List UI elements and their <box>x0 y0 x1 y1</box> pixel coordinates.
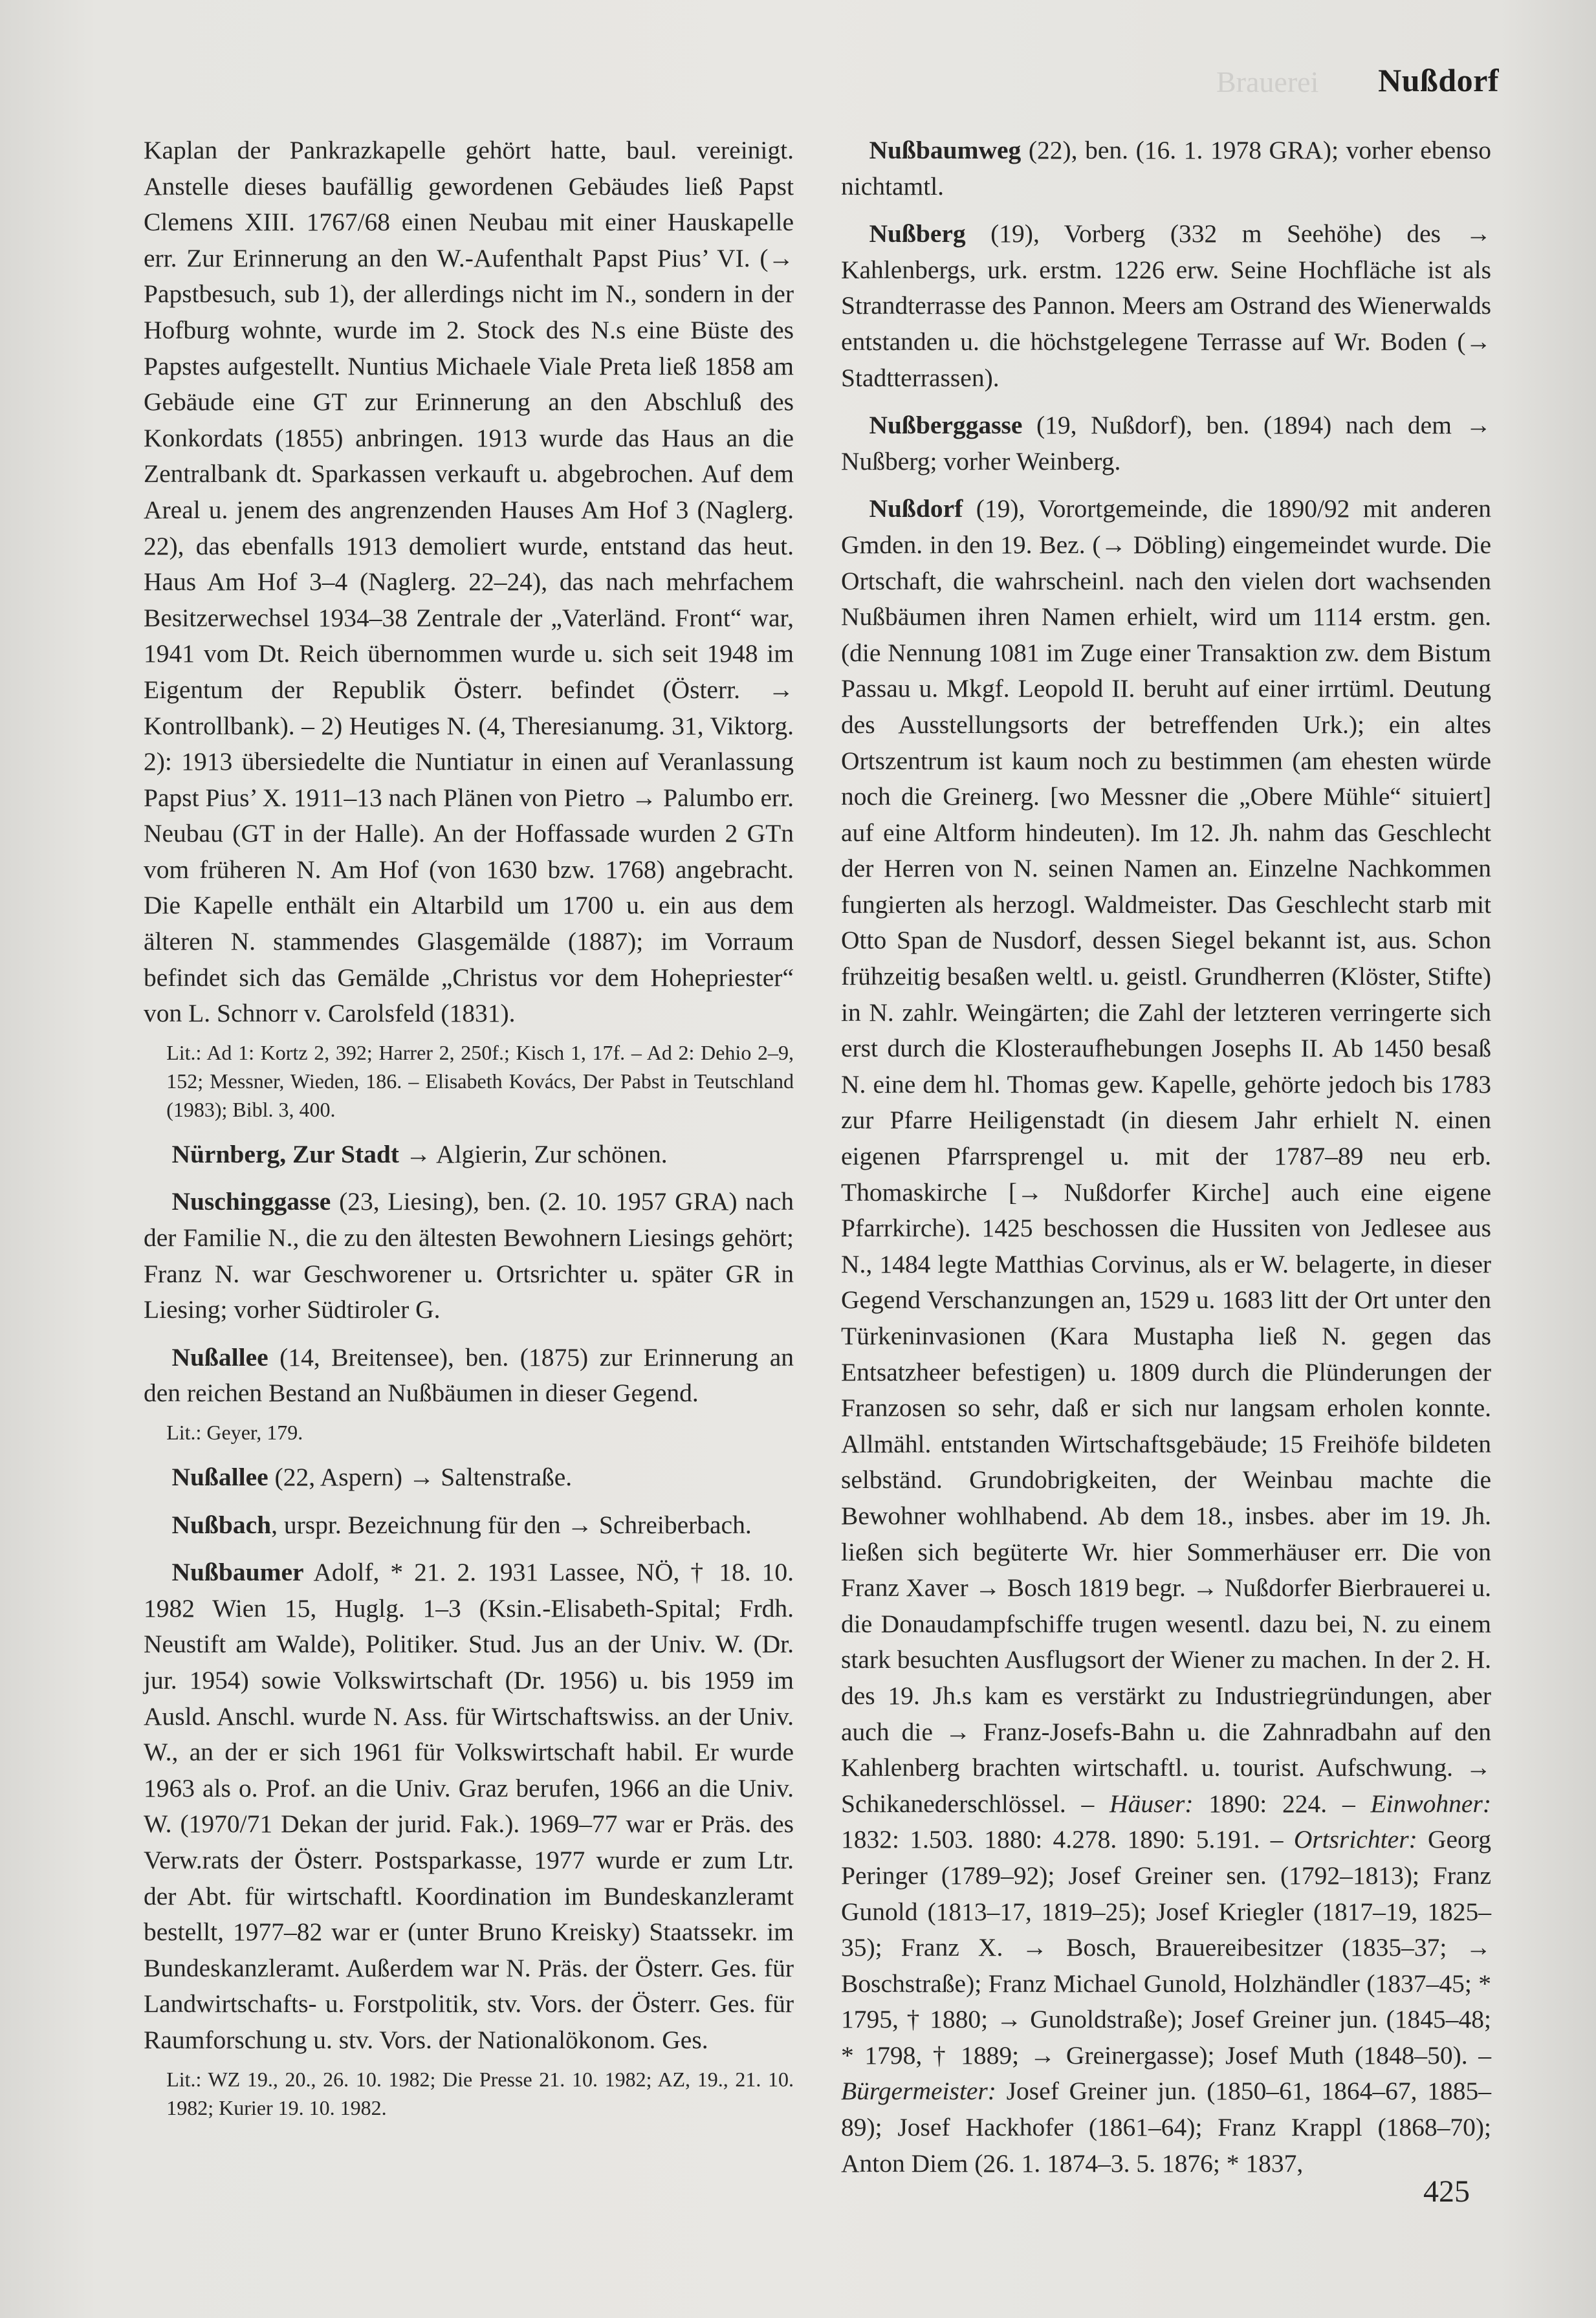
entry-text: Georg Peringer (1789–92); Josef Greiner sen. (1792–1813); Franz Gunold (1813–17, 1819–25); Josef Kriegler (1817–19, 1825–35); Franz X. → Bosch, Brauereibesitzer (1835–37; → Boschstraße); Franz Michael Gunold, Holzhändler (1837–45; * 1795, † 1880; → Gunoldstraße); Josef Greiner jun. (1845–48; * 1798, † 1889; → Greinergasse); Josef Muth (1848–50). – <box>841 1825 1491 2070</box>
entry-text: → Algierin, Zur schönen. <box>399 1139 668 1168</box>
lemma: Nußallee <box>171 1342 268 1372</box>
entry-text: Adolf, * 21. 2. 1931 Lassee, NÖ, † 18. 10. 1982 Wien 15, Huglg. 1–3 (Ksin.-Elisabeth-Spital; Frdh. Neustift am Walde), Politiker. Stud. Jus an der Univ. W. (Dr. jur. 1954) sowie Volkswirtschaft (Dr. 1956) u. bis 1959 im Ausld. Anschl. wurde N. Ass. für Wirtschaftswiss. an der Univ. W., an der er sich 1961 für Volkswirtschaft habil. Er wurde 1963 als o. Prof. an die Univ. Graz berufen, 1966 an die Univ. W. (1970/71 Dekan der jurid. Fak.). 1969–77 war er Präs. des Verw.rats der Österr. Postsparkasse, 1977 wurde er zum Ltr. der Abt. für wirtschaftl. Koordination im Bundeskanzleramt bestellt, 1977–82 war er (unter Bruno Kreisky) Staatssekr. im Bundeskanzleramt. Außerdem war N. Präs. der Österr. Ges. für Landwirtschafts- u. Forstpolitik, stv. Vors. der Österr. Ges. für Raumforschung u. stv. Vors. der Nationalökonom. Ges. <box>144 1558 794 2054</box>
entry-text: Josef Greiner jun. (1850–61, 1864–67, 1885–89); Josef Hackhofer (1861–64); Franz Krappl (1868–70); Anton Diem (26. 1. 1874–3. 5. 1876; * 1837, <box>841 2077 1491 2178</box>
page-number: 425 <box>1423 2174 1470 2209</box>
running-head: Nußdorf <box>1378 62 1499 98</box>
entry-nussallee-22 <box>144 1460 794 1496</box>
literature-note: Lit.: Geyer, 179. <box>166 1421 303 1444</box>
lemma: Nußberg <box>869 219 966 248</box>
label-buergermeister: Bürgermeister: <box>841 2077 996 2106</box>
entry-text: (22, Aspern) → Saltenstraße. <box>268 1463 573 1491</box>
left-column <box>144 133 794 2135</box>
label-ortsrichter: Ortsrichter: <box>1293 1825 1417 1854</box>
lemma: Nürnberg, Zur Stadt <box>171 1139 399 1168</box>
right-column <box>841 133 1491 2187</box>
entry-nussberggasse <box>841 408 1491 479</box>
label-haeuser: Häuser: <box>1110 1789 1194 1818</box>
lemma: Nußbaumer <box>171 1558 304 1587</box>
entry-nuschinggasse <box>144 1184 794 1328</box>
entry-nussallee-14 <box>144 1340 794 1412</box>
entry-text: 1890: 224. – <box>1193 1789 1371 1818</box>
entry-nussberg <box>841 216 1491 396</box>
entry-text: , urspr. Bezeichnung für den → Schreiberbach. <box>271 1510 752 1539</box>
entry-nussbach <box>144 1507 794 1544</box>
lemma: Nußbach <box>171 1510 272 1539</box>
entry-nussbaumweg <box>841 133 1491 204</box>
label-einwohner: Einwohner: <box>1370 1789 1491 1818</box>
literature-note: Lit.: Ad 1: Kortz 2, 392; Harrer 2, 250f.; Kisch 1, 17f. – Ad 2: Dehio 2–9, 152; Messner, Wieden, 186. – Elisabeth Kovács, Der Pabst in Teutschland (1983); Bibl. 3, 400. <box>166 1040 794 1121</box>
literature-note: Lit.: WZ 19., 20., 26. 10. 1982; Die Presse 21. 10. 1982; AZ, 19., 21. 10. 1982; Kurier 19. 10. 1982. <box>166 2067 794 2119</box>
lemma: Nußallee <box>171 1463 268 1491</box>
lemma: Nußbaumweg <box>869 136 1022 164</box>
entry-nuernberg <box>144 1137 794 1173</box>
entry-text: (19), Vorortgemeinde, die 1890/92 mit anderen Gmden. in den 19. Bez. (→ Döbling) eingemeindet wurde. Die Ortschaft, die wahrscheinl. nach den vielen dort wachsenden Nußbäumen ihren Namen erhielt, wird um 1114 erstm. gen. (die Nennung 1081 im Zuge einer Transaktion zw. dem Bistum Passau u. Mkgf. Leopold II. beruht auf einer irrtüml. Deutung des Ausstellungsorts der betreffenden Urk.); ein altes Ortszentrum ist kaum noch zu bestimmen (am ehesten würde noch die Greinerg. [wo Messner die „Obere Mühle“ situiert] auf eine Altform hindeuten). Im 12. Jh. nahm das Geschlecht der Herren von N. seinen Namen an. Einzelne Nachkommen fungierten als herzogl. Waldmeister. Das Geschlecht starb mit Otto Span de Nusdorf, dessen Siegel bekannt ist, aus. Schon frühzeitig besaßen weltl. u. geistl. Grundherren (Klöster, Stifte) in N. zahlr. Weingärten; die Zahl der letzteren verringerte sich erst durch die Klosteraufhebungen Josephs II. Ab 1450 besaß N. eine dem hl. Thomas gew. Kapelle, gehörte jedoch bis 1783 zur Pfarre Heiligenstadt (in diesem Jahr erhielt N. einen eigenen Pfarrsprengel u. mit der 1787–89 neu erb. Thomaskirche [→ Nußdorfer Kirche] auch eine eigene Pfarrkirche). 1425 beschossen die Hussiten von Jedlesee aus N., 1484 legte Matthias Corvinus, als er W. belagerte, in dieser Gegend Verschanzungen an, 1529 u. 1683 litt der Ort unter den Türkeninvasionen (Kara Mustapha ließ N. gegen das Entsatzheer befestigen) u. 1809 durch die Plünderungen der Franzosen so sehr, daß er sich nur langsam erholen konnte. Allmähl. entstanden Wirtschaftsgebäude; 15 Freihöfe bildeten selbständ. Grundobrigkeiten, der Weinbau machte die Bewohner wohlhabend. Ab dem 18., insbes. aber im 19. Jh. ließen sich begüterte Wr. hier Sommerhäuser err. Die von Franz Xaver → Bosch 1819 begr. → Nußdorfer Bierbrauerei u. die Donaudampfschiffe trugen wesentl. dazu bei, N. zu einem stark besuchten Ausflugsort der Wiener zu machen. In der 2. H. des 19. Jh.s kam es verstärkt zu Industriegründungen, aber auch die → Franz-Josefs-Bahn u. die Zahnradbahn auf den Kahlenberg brachten wirtschaftl. u. tourist. Aufschwung. → Schikanederschlössel. – <box>841 494 1491 1818</box>
entry-text: (19, Nußdorf), ben. (1894) nach dem → Nußberg; vorher Weinberg. <box>841 411 1491 476</box>
entry-text: (14, Breitensee), ben. (1875) zur Erinnerung an den reichen Bestand an Nußbäumen in dieser Gegend. <box>144 1342 794 1408</box>
entry-nussbaumer <box>144 1555 794 2058</box>
entry-text: (23, Liesing), ben. (2. 10. 1957 GRA) nach der Familie N., die zu den ältesten Bewohnern Liesings gehört; Franz N. war Geschworener u. Ortsrichter u. später GR in Liesing; vorher Südtiroler G. <box>144 1187 794 1324</box>
lemma: Nuschinggasse <box>171 1187 331 1216</box>
lemma: Nußdorf <box>869 494 963 523</box>
entry-nuntiatur-continued: Kaplan der Pankrazkapelle gehört hatte, baul. vereinigt. Anstelle dieses baufällig gewordenen Gebäudes ließ Papst Clemens XIII. 1767/68 einen Neubau mit einer Hauskapelle err. Zur Erinnerung an den W.-Aufenthalt Papst Pius’ VI. (→ Papstbesuch, sub 1), der allerdings nicht im N., sondern in der Hofburg wohnte, wurde im 2. Stock des N.s eine Büste des Papstes aufgestellt. Nuntius Michaele Viale Preta ließ 1858 am Gebäude eine GT zur Erinnerung an den Abschluß des Konkordats (1855) anbringen. 1913 wurde das Haus an die Zentralbank dt. Sparkassen verkauft u. abgebrochen. Auf dem Areal u. jenem des angrenzenden Hauses Am Hof 3 (Naglerg. 22), das ebenfalls 1913 demoliert wurde, entstand das heut. Haus Am Hof 3–4 (Naglerg. 22–24), das nach mehrfachem Besitzerwechsel 1934–38 Zentrale der „Vaterländ. Front“ war, 1941 vom Dt. Reich übernommen wurde u. sich seit 1948 im Eigentum der Republik Österr. befindet (Österr. → Kontrollbank). – 2) Heutiges N. (4, Theresianumg. 31, Viktorg. 2): 1913 übersiedelte die Nuntiatur in einen auf Veranlassung Papst Pius’ X. 1911–13 nach Plänen von Pietro → Palumbo err. Neubau (GT in der Halle). An der Hoffassade wurden 2 GTn vom früheren N. Am Hof (von 1630 bzw. 1768) angebracht. Die Kapelle enthält ein Altarbild um 1700 u. ein aus dem älteren N. stammendes Glasgemälde (1887); im Vorraum befindet sich das Gemälde „Christus vor dem Hohepriester“ von L. Schnorr v. Carolsfeld (1831). <box>144 136 794 1028</box>
entry-nussdorf <box>841 491 1491 2181</box>
entry-text: (22), ben. (16. 1. 1978 GRA); vorher ebenso nichtamtl. <box>841 136 1491 201</box>
entry-text: 1832: 1.503. 1880: 4.278. 1890: 5.191. – <box>841 1825 1294 1854</box>
lemma: Nußberggasse <box>869 411 1023 440</box>
bleed-through-text: Brauerei <box>1216 65 1319 98</box>
entry-text: (19), Vorberg (332 m Seehöhe) des → Kahlenbergs, urk. erstm. 1226 erw. Seine Hochfläche ist als Strandterrasse des Pannon. Meers am Ostrand des Wienerwalds entstanden u. die höchstgelegene Terrasse auf Wr. Boden (→ Stadtterrassen). <box>841 219 1491 392</box>
